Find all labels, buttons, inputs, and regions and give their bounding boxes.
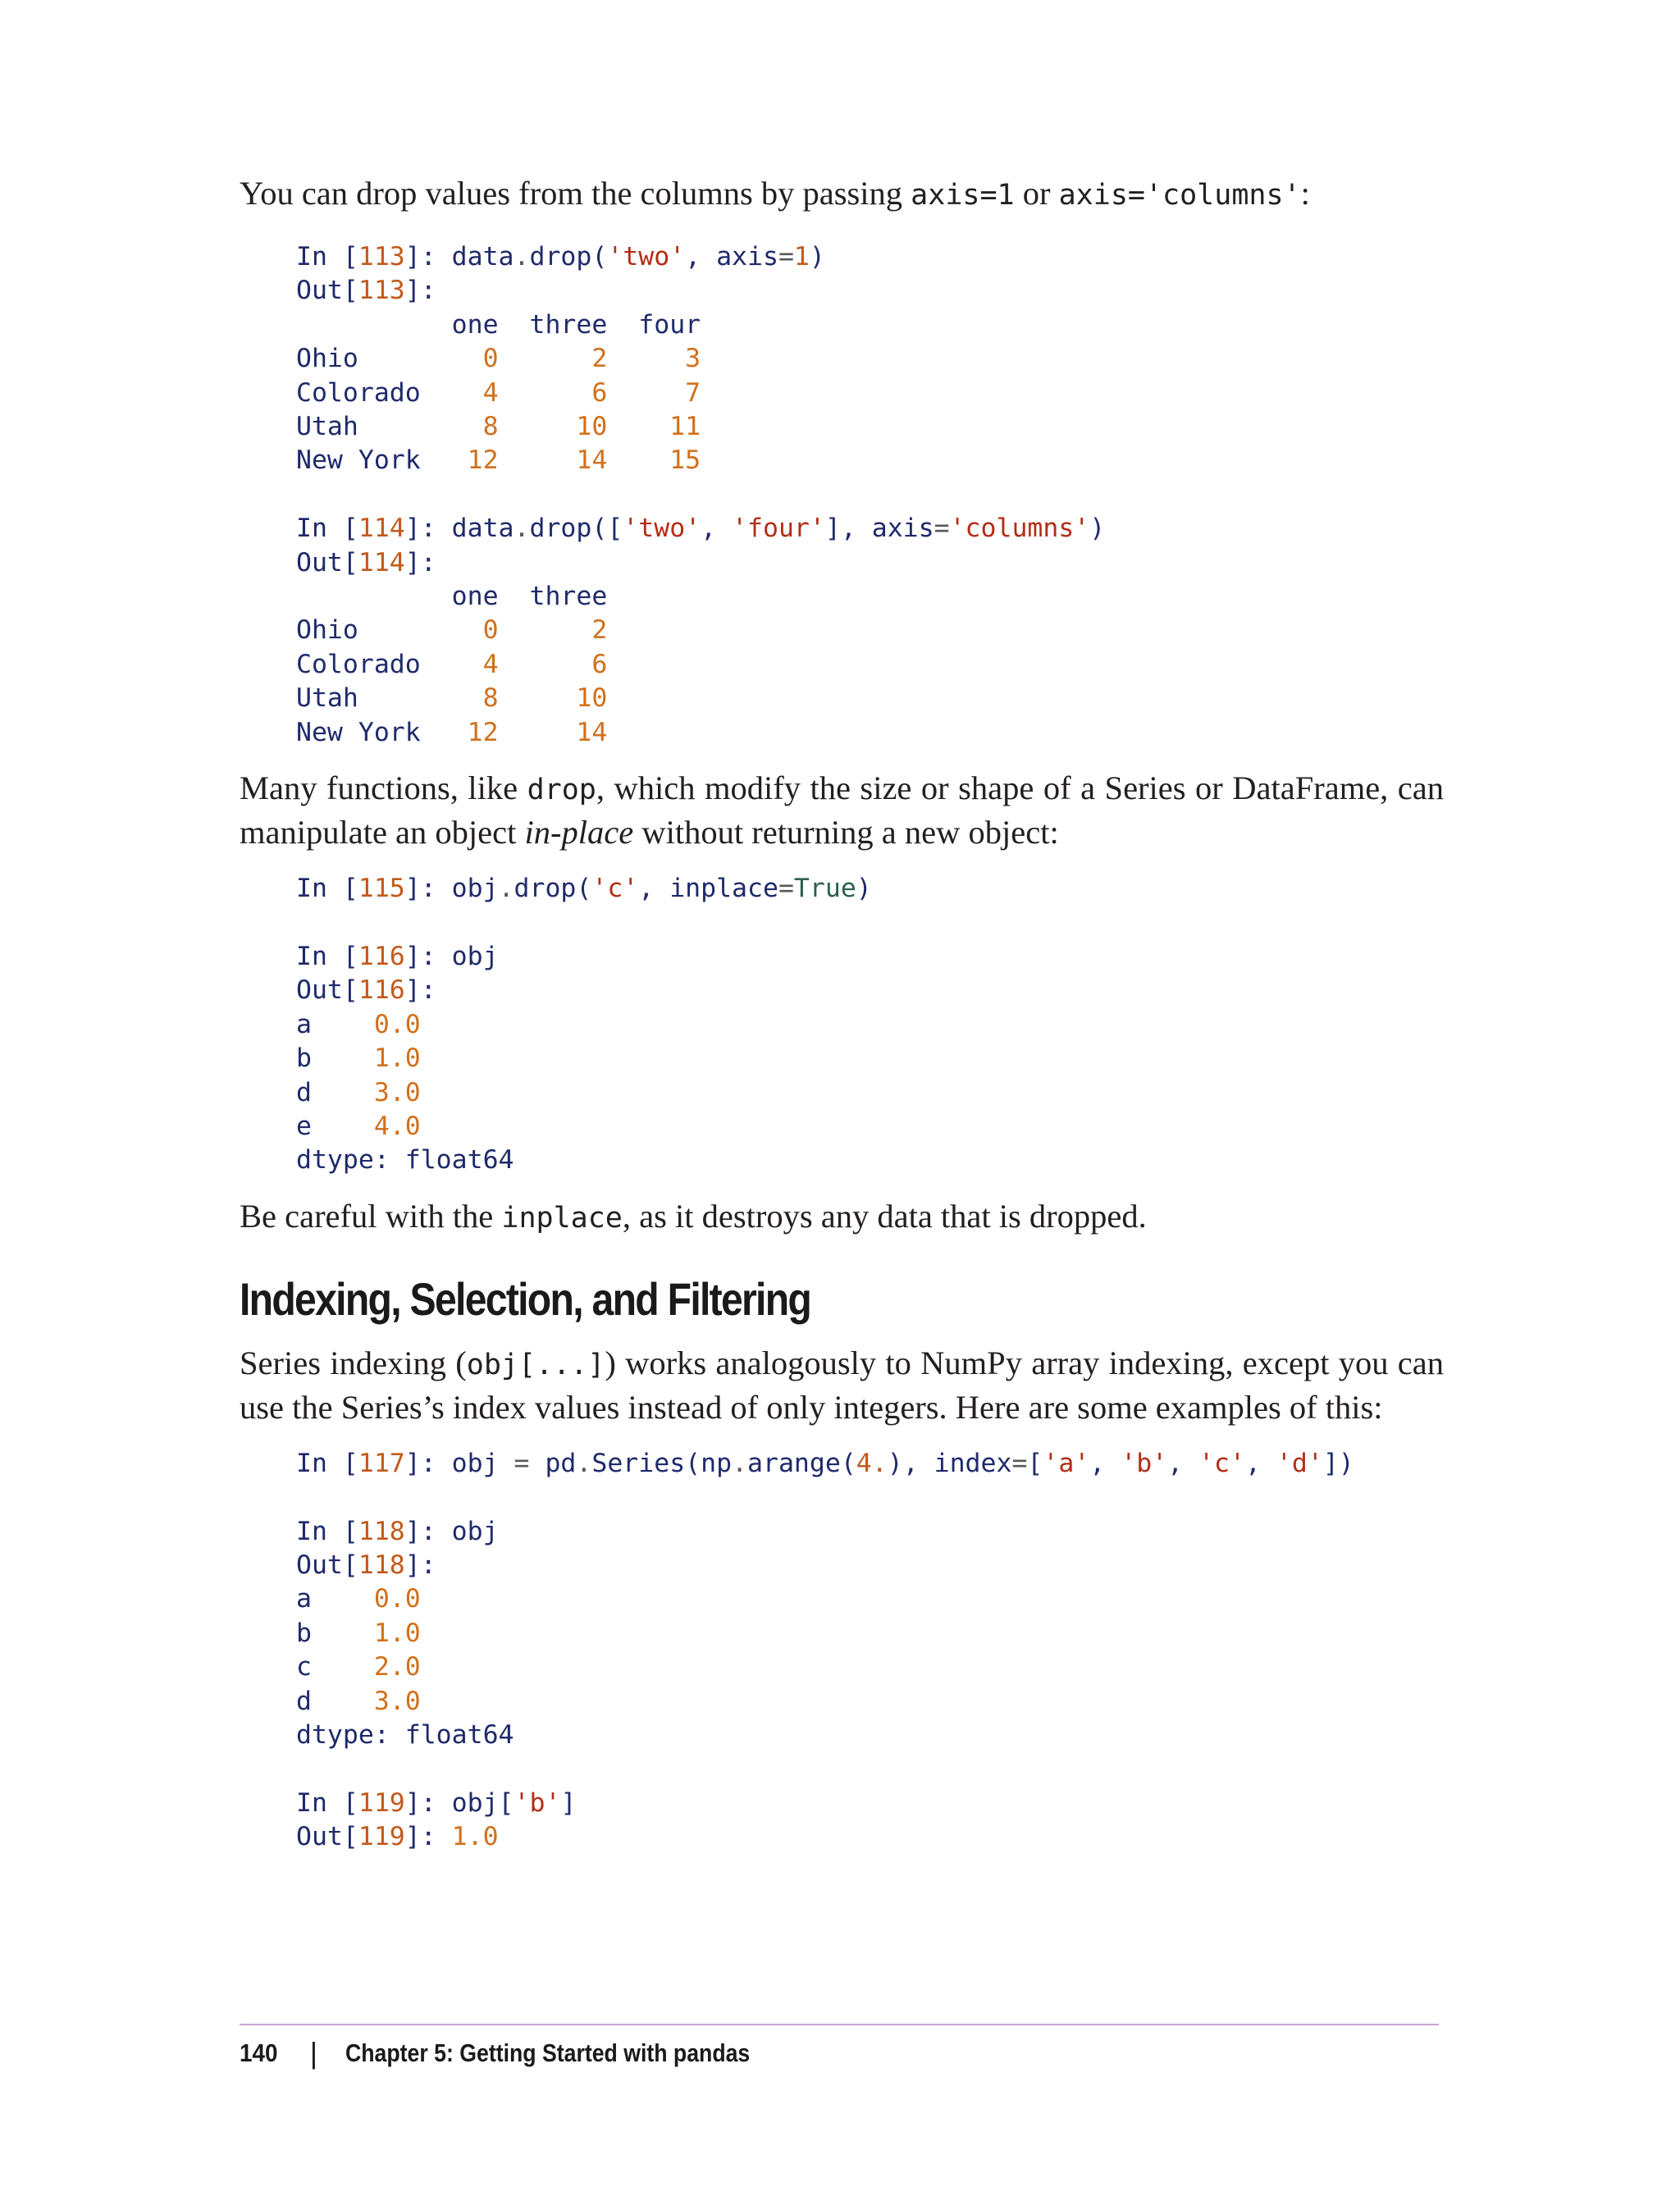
- page-number: 140: [240, 2038, 278, 2067]
- text-run: You can drop values from the columns by passing: [240, 175, 911, 212]
- code-block-117-119: In [117]: obj = pd.Series(np.arange(4.), index=['a', 'b', 'c', 'd']) In [118]: obj Out[118]: a 0.0 b 1.0 c 2.0 d 3.0 dtype: float64 In [119]: obj['b'] Out[119]: 1.0: [296, 1448, 1354, 1852]
- inline-code: axis=1: [911, 179, 1015, 212]
- page-content: [240, 172, 1444, 1855]
- prompt-number: 113: [358, 276, 405, 306]
- inline-code: axis='columns': [1058, 179, 1301, 212]
- inline-code: drop: [527, 774, 596, 807]
- inline-code: obj[...]: [466, 1348, 605, 1381]
- page-footer: [240, 2033, 816, 2074]
- inline-code: inplace: [501, 1201, 623, 1235]
- code-block-113: In [113]: data.drop('two', axis=1) Out[113]: one three four Ohio 0 2 3 Colorado 4 6 7 Utah 8 10 11 New York 12 14 15 In [114]: data.drop(['two', 'four'], axis='columns') Out[114]: one three Ohio 0 2 Colorado 4 6 Utah 8 10 New York 12 14: [296, 242, 1106, 747]
- prompt-number: 113: [358, 242, 405, 272]
- footer-separator: |: [309, 2036, 318, 2070]
- paragraph-drop-columns: [240, 172, 1444, 217]
- paragraph-series-indexing: Series indexing (obj[...]) works analogously to NumPy array indexing, except you can use the Series’s index values instead of only integers. Here are some examples of this:: [240, 1344, 1444, 1426]
- prompt-number: 114: [358, 514, 405, 544]
- footer-rule: [240, 2024, 1439, 2025]
- chapter-title: Chapter 5: Getting Started with pandas: [345, 2038, 751, 2067]
- prompt-number: 114: [358, 547, 405, 578]
- output-table-114: one three Ohio 0 2 Colorado 4 6 Utah 8 10 New York 12 14: [296, 582, 608, 747]
- output-table-113: one three four Ohio 0 2 3 Colorado 4 6 7 Utah 8 10 11 New York 12 14 15: [296, 309, 701, 476]
- section-heading: Indexing, Selection, and Filtering: [240, 1272, 811, 1325]
- code-block-115-116: In [115]: obj.drop('c', inplace=True) In [116]: obj Out[116]: a 0.0 b 1.0 d 3.0 e 4.0 dtype: float64: [296, 874, 872, 1176]
- emphasis: in-place: [524, 814, 634, 851]
- text-run: or: [1014, 175, 1059, 212]
- paragraph-inplace: Many functions, like drop, which modify the size or shape of a Series or DataFrame, can manipulate an object in-place without returning a new object:: [240, 769, 1445, 851]
- paragraph-careful: Be careful with the inplace, as it destroys any data that is dropped.: [240, 1197, 1147, 1235]
- text-run: :: [1300, 175, 1310, 212]
